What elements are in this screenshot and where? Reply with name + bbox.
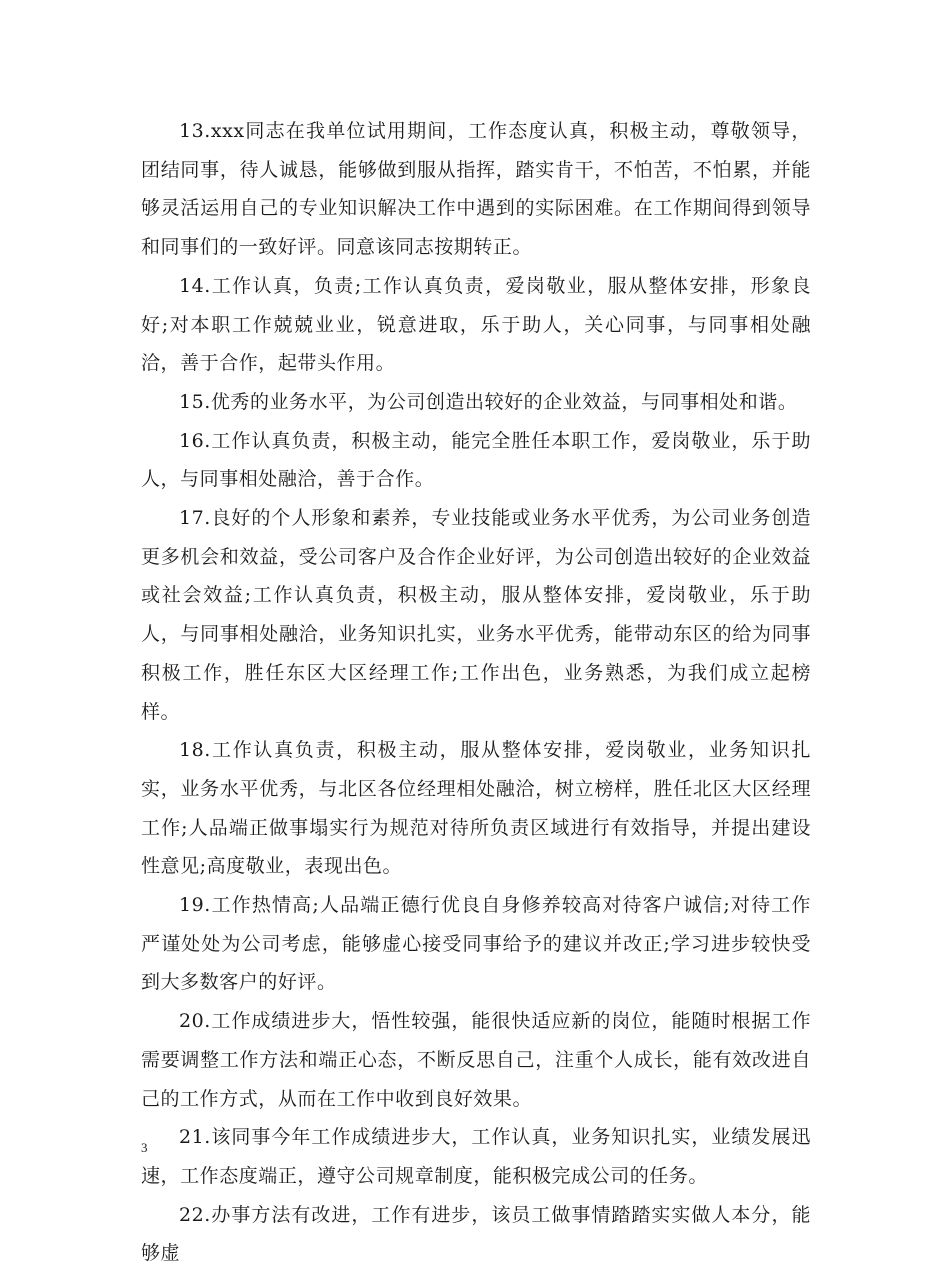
paragraph-22: 22.办事方法有改进，工作有进步，该员工做事情踏踏实实做人本分，能够虚 (141, 1203, 811, 1265)
page-number: 3 (141, 1140, 148, 1155)
paragraph-21: 21.该同事今年工作成绩进步大，工作认真，业务知识扎实，业绩发展迅速，工作态度端正，遵守公司规章制度，能积极完成公司的任务。 (141, 1126, 811, 1187)
paragraph-13: 13.xxx同志在我单位试用期间，工作态度认真，积极主动，尊敬领导，团结同事，待人诚恳，能够做到服从指挥，踏实肯干，不怕苦，不怕累，并能够灵活运用自己的专业知识解决工作中遇到的实际困难。在工作期间得到领导和同事们的一致好评。同意该同志按期转正。 (141, 120, 811, 259)
paragraph-14: 14.工作认真，负责;工作认真负责，爱岗敬业，服从整体安排，形象良好;对本职工作兢兢业业，锐意进取，乐于助人，关心同事，与同事相处融洽，善于合作，起带头作用。 (141, 274, 811, 375)
paragraph-20: 20.工作成绩进步大，悟性较强，能很快适应新的岗位，能随时根据工作需要调整工作方法和端正心态，不断反思自己，注重个人成长，能有效改进自己的工作方式，从而在工作中收到良好效果。 (141, 1010, 811, 1110)
paragraph-17: 17.良好的个人形象和素养，专业技能或业务水平优秀，为公司业务创造更多机会和效益，受公司客户及合作企业好评，为公司创造出较好的企业效益或社会效益;工作认真负责，积极主动，服从整体安排，爱岗敬业，乐于助人，与同事相处融洽，业务知识扎实，业务水平优秀，能带动东区的给为同事积极工作，胜任东区大区经理工作;工作出色，业务熟悉，为我们成立起榜样。 (141, 507, 811, 723)
paragraph-16: 16.工作认真负责，积极主动，能完全胜任本职工作，爱岗敬业，乐于助人，与同事相处融洽，善于合作。 (141, 429, 811, 491)
paragraph-15: 15.优秀的业务水平，为公司创造出较好的企业效益，与同事相处和谐。 (179, 390, 798, 413)
paragraph-18: 18.工作认真负责，积极主动，服从整体安排，爱岗敬业，业务知识扎实，业务水平优秀，与北区各位经理相处融洽，树立榜样，胜任北区大区经理工作;人品端正做事塌实行为规范对待所负责区域进行有效指导，并提出建设性意见;高度敬业，表现出色。 (141, 739, 811, 878)
document-body (141, 112, 811, 1273)
paragraph-19: 19.工作热情高;人品端正德行优良自身修养较高对待客户诚信;对待工作严谨处处为公司考虑，能够虚心接受同事给予的建议并改正;学习进步较快受到大多数客户的好评。 (141, 894, 811, 994)
